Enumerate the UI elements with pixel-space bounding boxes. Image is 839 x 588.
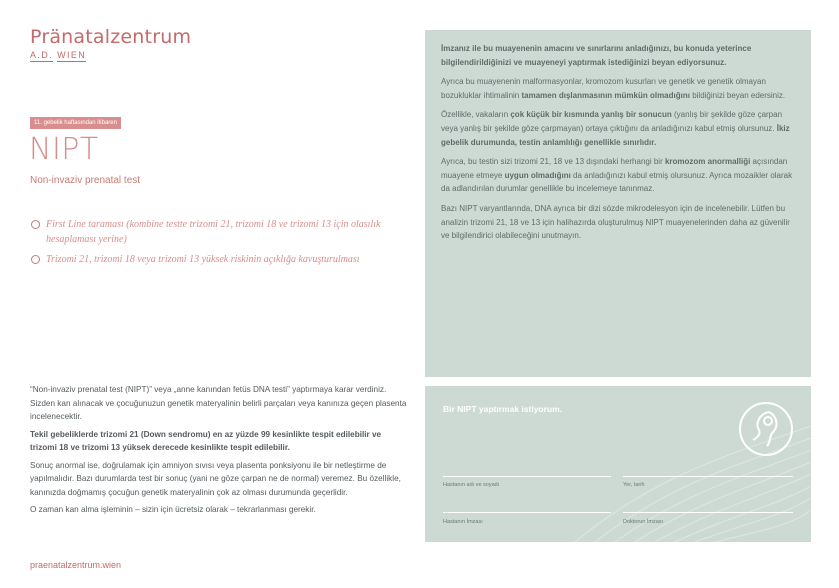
radio-circle-icon[interactable] <box>31 220 40 229</box>
field-name-line[interactable] <box>443 476 611 477</box>
intro-paragraph-bold <box>30 428 410 455</box>
consent-bold: İmzanız ile bu muayenenin amacını ve sınırlarını anladığınızı, bu konuda yeterince bilgilendirildiğinizi ve muayeneyi yaptırmak istediğinizi beyan ediyorsunuz. <box>441 44 752 67</box>
brand-name: Pränatalzentrum <box>30 26 192 48</box>
brand-sub-left: A.D. <box>30 50 54 60</box>
intro-paragraph: Sonuç anormal ise, doğrulamak için amniyon sıvısı veya plasenta ponksiyonu ile bir netleştirme de yapılmalıdır. Bazı durumlarda test bir sonuç (yani ne göze çarpan ne de normal) veremez. Bu özellikle, kanınızda doğmamış çocuğun genetik materyalinin çok az olması durumunda geçerlidir. <box>30 460 401 497</box>
brand-logo <box>30 26 191 62</box>
consent-bold: kromozom anormalliği <box>664 157 751 167</box>
field-place-date-line[interactable] <box>623 476 793 477</box>
consent-bold: çok küçük bir kısmında yanlış bir sonucun <box>510 110 672 120</box>
website-link[interactable]: praenatalzentrum.wien <box>30 560 122 570</box>
consent-text: Ayrıca, bu testin sizi trizomi 21, 18 ve 13 dışındaki herhangi bir <box>441 157 665 167</box>
consent-paragraph <box>441 155 795 196</box>
option-list <box>31 218 391 274</box>
consent-panel <box>425 30 811 377</box>
option-label: First Line taraması (kombine testte trizomi 21, trizomi 18 ve trizomi 13 için olasılık hesaplaması yerine) <box>46 219 381 245</box>
consent-paragraph <box>441 75 795 102</box>
option-high-risk[interactable] <box>31 253 391 268</box>
consent-bold: İkiz gebelik durumunda, testin anlamlılığı genellikle sınırlıdır. <box>441 123 790 147</box>
brand-subline <box>30 50 191 62</box>
consent-text: da anladığınızı kabul etmiş olursunuz. Ayrıca mozaikler olarak da adlandırılan durumlar genellikle bu incelemeye tanınmaz. <box>441 170 793 194</box>
page-title: NIPT <box>29 132 99 167</box>
signature-form <box>425 386 811 542</box>
form-title: Bir NIPT yaptırmak istiyorum. <box>443 404 563 414</box>
field-patient-sign-label: Hastanın İmzası <box>443 519 483 525</box>
field-patient-sign-line[interactable] <box>443 512 611 513</box>
consent-paragraph: Bazı NIPT varyantlarında, DNA ayrıca bir dizi sözde mikrodelesyon için de incelenebilir. Lütfen bu analizin trizomi 21, 18 ve 13 için halihazırda oluşturulmuş NIPT muayenelerinden daha az güvenilir ve bilgilendirici olabileceğini unutmayın. <box>441 203 790 241</box>
option-label: Trizomi 21, trizomi 18 veya trizomi 13 yüksek riskinin açıklığa kavuşturulması <box>46 254 360 265</box>
radio-circle-icon[interactable] <box>31 255 40 264</box>
intro-bold-text: Tekil gebeliklerde trizomi 21 (Down sendromu) en az yüzde 99 kesinlikte tespit edilebilir ve trizomi 18 ve trizomi 13 yüksek derecede kesinlikte tespit edilebilir. <box>30 429 382 453</box>
field-name-label: Hastanın adı ve soyadı <box>443 482 500 488</box>
page-subtitle: Non-invaziv prenatal test <box>30 175 141 186</box>
baby-logo-icon <box>737 400 795 458</box>
brand-sub-right: WIEN <box>57 50 87 60</box>
consent-paragraph <box>441 42 795 69</box>
intro-text <box>30 383 410 521</box>
consent-bold: uygun olmadığını <box>504 170 571 180</box>
field-doctor-sign-line[interactable] <box>623 512 793 513</box>
intro-paragraph: “Non-invaziv prenatal test (NIPT)” veya „anne kanından fetüs DNA testi” yaptırmaya karar verdiniz. Sizden kan alınacak ve çocuğunuzun genetik materyalinin belirli parçaları veya kanınıza geçen plasenta incelenecektir. <box>30 385 407 422</box>
option-first-line[interactable] <box>31 218 391 247</box>
consent-text: (yanlış bir şekilde göze çarpan veya yanlış bir şekilde göze çarpmayan) ortaya çıktığını da anladığınızı kabul etmiş olursunuz. <box>441 110 783 133</box>
consent-bold: tamamen dışlanmasının mümkün olmadığını <box>521 90 690 100</box>
consent-text: açısından muayene etmeye <box>441 157 788 180</box>
consent-text: Özellikle, vakaların <box>441 110 511 120</box>
field-place-date-label: Yer, tarih <box>623 482 645 488</box>
consent-text: bildiğinizi beyan edersiniz. <box>689 90 786 100</box>
consent-paragraph <box>441 108 795 149</box>
intro-paragraph: O zaman kan alma işleminin – sizin için ücretsiz olarak – tekrarlanması gerekir. <box>30 505 316 515</box>
consent-text: Ayrıca bu muayenenin malformasyonlar, kromozom kusurları ve genetik ve genetik olmayan bozukluklar ihtimalinin <box>441 77 766 100</box>
field-doctor-sign-label: Doktorun İmzası <box>623 519 664 525</box>
week-badge: 11. gebelik haftasından itibaren <box>30 117 121 129</box>
